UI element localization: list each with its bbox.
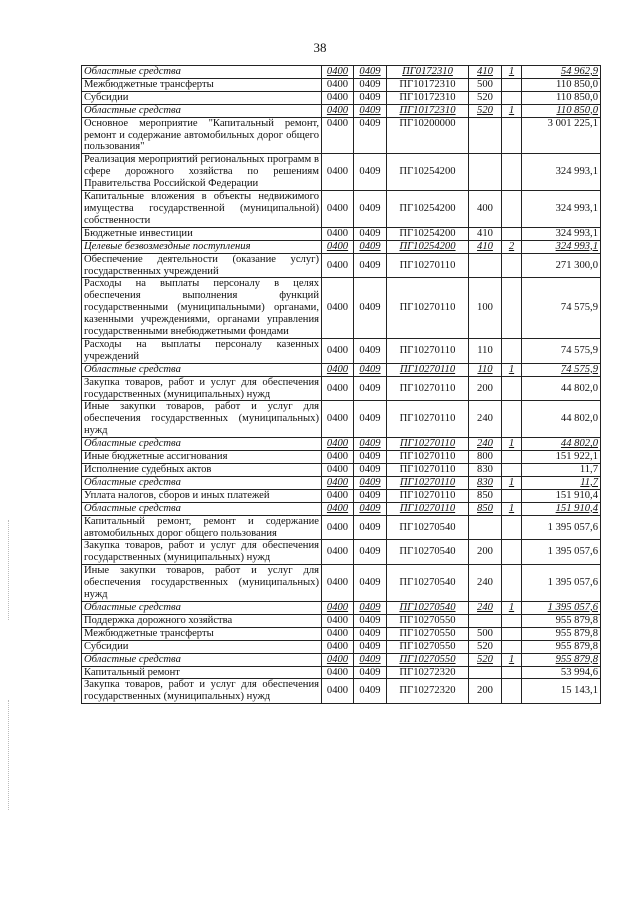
target-article-code-cell: ПГ10270110 <box>387 278 469 339</box>
section-code-cell: 0400 <box>322 78 354 91</box>
expense-type-code-cell: 520 <box>469 104 502 117</box>
funding-source-code-cell: 1 <box>502 363 522 376</box>
target-article-code-cell: ПГ10172310 <box>387 91 469 104</box>
funding-source-code-cell <box>502 253 522 278</box>
subsection-code-cell: 0409 <box>354 540 387 565</box>
expense-type-code-cell: 500 <box>469 78 502 91</box>
expense-type-code-cell: 200 <box>469 376 502 401</box>
amount-cell: 1 395 057,6 <box>522 565 601 602</box>
target-article-code-cell: ПГ10270540 <box>387 601 469 614</box>
funding-source-code-cell: 1 <box>502 438 522 451</box>
row-name-cell: Капитальный ремонт, ремонт и содержание автомобильных дорог общего пользования <box>82 515 322 540</box>
funding-source-code-cell <box>502 78 522 91</box>
row-name-cell: Субсидии <box>82 640 322 653</box>
expense-type-code-cell: 830 <box>469 476 502 489</box>
table-row <box>82 278 601 339</box>
subsection-code-cell: 0409 <box>354 338 387 363</box>
table-body <box>82 66 601 704</box>
expense-type-code-cell: 110 <box>469 363 502 376</box>
target-article-code-cell: ПГ10270110 <box>387 338 469 363</box>
section-code-cell: 0400 <box>322 338 354 363</box>
amount-cell: 110 850,0 <box>522 78 601 91</box>
row-name-cell: Капитальный ремонт <box>82 666 322 679</box>
amount-cell: 54 962,9 <box>522 66 601 79</box>
row-name-cell: Субсидии <box>82 91 322 104</box>
expense-type-code-cell <box>469 253 502 278</box>
subsection-code-cell: 0409 <box>354 154 387 191</box>
section-code-cell: 0400 <box>322 376 354 401</box>
table-row <box>82 515 601 540</box>
section-code-cell: 0400 <box>322 666 354 679</box>
target-article-code-cell: ПГ10270110 <box>387 502 469 515</box>
amount-cell: 324 993,1 <box>522 191 601 228</box>
expense-type-code-cell: 520 <box>469 640 502 653</box>
binding-margin-mark <box>8 520 9 620</box>
section-code-cell: 0400 <box>322 104 354 117</box>
row-name-cell: Исполнение судебных актов <box>82 464 322 477</box>
table-row <box>82 154 601 191</box>
funding-source-code-cell <box>502 376 522 401</box>
funding-source-code-cell <box>502 91 522 104</box>
subsection-code-cell: 0409 <box>354 376 387 401</box>
target-article-code-cell: ПГ10254200 <box>387 240 469 253</box>
target-article-code-cell: ПГ10270110 <box>387 489 469 502</box>
amount-cell: 44 802,0 <box>522 376 601 401</box>
funding-source-code-cell <box>502 191 522 228</box>
funding-source-code-cell: 1 <box>502 653 522 666</box>
subsection-code-cell: 0409 <box>354 640 387 653</box>
section-code-cell: 0400 <box>322 614 354 627</box>
funding-source-code-cell <box>502 464 522 477</box>
table-row <box>82 191 601 228</box>
target-article-code-cell: ПГ10270550 <box>387 627 469 640</box>
budget-table <box>81 65 601 704</box>
target-article-code-cell: ПГ10270110 <box>387 401 469 438</box>
target-article-code-cell: ПГ10270110 <box>387 451 469 464</box>
subsection-code-cell: 0409 <box>354 104 387 117</box>
expense-type-code-cell <box>469 666 502 679</box>
row-name-cell: Областные средства <box>82 601 322 614</box>
table-row <box>82 502 601 515</box>
section-code-cell: 0400 <box>322 540 354 565</box>
subsection-code-cell: 0409 <box>354 666 387 679</box>
target-article-code-cell: ПГ10272320 <box>387 666 469 679</box>
table-row <box>82 117 601 154</box>
section-code-cell: 0400 <box>322 438 354 451</box>
expense-type-code-cell: 500 <box>469 627 502 640</box>
target-article-code-cell: ПГ10254200 <box>387 191 469 228</box>
funding-source-code-cell: 1 <box>502 104 522 117</box>
amount-cell: 74 575,9 <box>522 278 601 339</box>
amount-cell: 3 001 225,1 <box>522 117 601 154</box>
target-article-code-cell: ПГ10270550 <box>387 653 469 666</box>
target-article-code-cell: ПГ10270550 <box>387 640 469 653</box>
expense-type-code-cell <box>469 515 502 540</box>
target-article-code-cell: ПГ10272320 <box>387 679 469 704</box>
target-article-code-cell: ПГ10270110 <box>387 253 469 278</box>
funding-source-code-cell <box>502 278 522 339</box>
section-code-cell: 0400 <box>322 627 354 640</box>
funding-source-code-cell <box>502 565 522 602</box>
subsection-code-cell: 0409 <box>354 227 387 240</box>
table-row <box>82 464 601 477</box>
section-code-cell: 0400 <box>322 464 354 477</box>
row-name-cell: Областные средства <box>82 363 322 376</box>
funding-source-code-cell: 1 <box>502 66 522 79</box>
section-code-cell: 0400 <box>322 451 354 464</box>
amount-cell: 1 395 057,6 <box>522 540 601 565</box>
expense-type-code-cell: 200 <box>469 679 502 704</box>
target-article-code-cell: ПГ10270110 <box>387 376 469 401</box>
section-code-cell: 0400 <box>322 565 354 602</box>
subsection-code-cell: 0409 <box>354 476 387 489</box>
funding-source-code-cell: 2 <box>502 240 522 253</box>
expense-type-code-cell: 800 <box>469 451 502 464</box>
table-row <box>82 540 601 565</box>
amount-cell: 324 993,1 <box>522 227 601 240</box>
subsection-code-cell: 0409 <box>354 91 387 104</box>
section-code-cell: 0400 <box>322 154 354 191</box>
table-row <box>82 66 601 79</box>
target-article-code-cell: ПГ10270110 <box>387 476 469 489</box>
section-code-cell: 0400 <box>322 502 354 515</box>
funding-source-code-cell: 1 <box>502 476 522 489</box>
row-name-cell: Капитальные вложения в объекты недвижимого имущества государственной (муниципальной) собственности <box>82 191 322 228</box>
expense-type-code-cell: 520 <box>469 91 502 104</box>
expense-type-code-cell: 410 <box>469 66 502 79</box>
row-name-cell: Целевые безвозмездные поступления <box>82 240 322 253</box>
expense-type-code-cell: 400 <box>469 191 502 228</box>
funding-source-code-cell <box>502 515 522 540</box>
expense-type-code-cell: 110 <box>469 338 502 363</box>
funding-source-code-cell <box>502 679 522 704</box>
expense-type-code-cell: 100 <box>469 278 502 339</box>
section-code-cell: 0400 <box>322 401 354 438</box>
amount-cell: 110 850,0 <box>522 91 601 104</box>
section-code-cell: 0400 <box>322 227 354 240</box>
subsection-code-cell: 0409 <box>354 191 387 228</box>
table-row <box>82 489 601 502</box>
funding-source-code-cell <box>502 540 522 565</box>
table-row <box>82 338 601 363</box>
section-code-cell: 0400 <box>322 240 354 253</box>
expense-type-code-cell: 850 <box>469 502 502 515</box>
amount-cell: 15 143,1 <box>522 679 601 704</box>
amount-cell: 1 395 057,6 <box>522 515 601 540</box>
subsection-code-cell: 0409 <box>354 78 387 91</box>
section-code-cell: 0400 <box>322 191 354 228</box>
table-row <box>82 653 601 666</box>
table-row <box>82 451 601 464</box>
target-article-code-cell: ПГ10254200 <box>387 154 469 191</box>
row-name-cell: Областные средства <box>82 476 322 489</box>
funding-source-code-cell <box>502 489 522 502</box>
amount-cell: 11,7 <box>522 476 601 489</box>
row-name-cell: Областные средства <box>82 104 322 117</box>
row-name-cell: Обеспечение деятельности (оказание услуг) государственных учреждений <box>82 253 322 278</box>
table-row <box>82 240 601 253</box>
target-article-code-cell: ПГ10270540 <box>387 565 469 602</box>
subsection-code-cell: 0409 <box>354 653 387 666</box>
expense-type-code-cell: 520 <box>469 653 502 666</box>
amount-cell: 74 575,9 <box>522 363 601 376</box>
row-name-cell: Областные средства <box>82 438 322 451</box>
subsection-code-cell: 0409 <box>354 363 387 376</box>
funding-source-code-cell <box>502 154 522 191</box>
amount-cell: 151 910,4 <box>522 489 601 502</box>
section-code-cell: 0400 <box>322 476 354 489</box>
table-row <box>82 104 601 117</box>
row-name-cell: Поддержка дорожного хозяйства <box>82 614 322 627</box>
target-article-code-cell: ПГ10254200 <box>387 227 469 240</box>
subsection-code-cell: 0409 <box>354 565 387 602</box>
subsection-code-cell: 0409 <box>354 253 387 278</box>
subsection-code-cell: 0409 <box>354 489 387 502</box>
row-name-cell: Реализация мероприятий региональных программ в сфере дорожного хозяйства по решениям Правительства Российской Федерации <box>82 154 322 191</box>
expense-type-code-cell: 830 <box>469 464 502 477</box>
amount-cell: 44 802,0 <box>522 401 601 438</box>
expense-type-code-cell: 240 <box>469 565 502 602</box>
page-number: 38 <box>313 40 327 55</box>
funding-source-code-cell <box>502 451 522 464</box>
row-name-cell: Закупка товаров, работ и услуг для обеспечения государственных (муниципальных) нужд <box>82 679 322 704</box>
expense-type-code-cell: 240 <box>469 438 502 451</box>
section-code-cell: 0400 <box>322 253 354 278</box>
funding-source-code-cell: 1 <box>502 502 522 515</box>
subsection-code-cell: 0409 <box>354 464 387 477</box>
subsection-code-cell: 0409 <box>354 66 387 79</box>
target-article-code-cell: ПГ10270550 <box>387 614 469 627</box>
section-code-cell: 0400 <box>322 679 354 704</box>
expense-type-code-cell <box>469 614 502 627</box>
amount-cell: 955 879,8 <box>522 627 601 640</box>
subsection-code-cell: 0409 <box>354 438 387 451</box>
table-row <box>82 627 601 640</box>
table-row <box>82 253 601 278</box>
subsection-code-cell: 0409 <box>354 679 387 704</box>
funding-source-code-cell <box>502 640 522 653</box>
table-row <box>82 614 601 627</box>
amount-cell: 324 993,1 <box>522 240 601 253</box>
row-name-cell: Расходы на выплаты персоналу казенных учреждений <box>82 338 322 363</box>
amount-cell: 110 850,0 <box>522 104 601 117</box>
subsection-code-cell: 0409 <box>354 451 387 464</box>
subsection-code-cell: 0409 <box>354 515 387 540</box>
table-row <box>82 78 601 91</box>
table-row <box>82 565 601 602</box>
funding-source-code-cell <box>502 227 522 240</box>
subsection-code-cell: 0409 <box>354 614 387 627</box>
amount-cell: 955 879,8 <box>522 614 601 627</box>
target-article-code-cell: ПГ10270540 <box>387 540 469 565</box>
table-row <box>82 666 601 679</box>
section-code-cell: 0400 <box>322 363 354 376</box>
target-article-code-cell: ПГ10200000 <box>387 117 469 154</box>
amount-cell: 271 300,0 <box>522 253 601 278</box>
funding-source-code-cell <box>502 338 522 363</box>
row-name-cell: Иные закупки товаров, работ и услуг для обеспечения государственных (муниципальных) нужд <box>82 401 322 438</box>
amount-cell: 151 922,1 <box>522 451 601 464</box>
section-code-cell: 0400 <box>322 653 354 666</box>
row-name-cell: Межбюджетные трансферты <box>82 627 322 640</box>
amount-cell: 74 575,9 <box>522 338 601 363</box>
table-row <box>82 438 601 451</box>
target-article-code-cell: ПГ0172310 <box>387 66 469 79</box>
funding-source-code-cell <box>502 117 522 154</box>
amount-cell: 44 802,0 <box>522 438 601 451</box>
funding-source-code-cell <box>502 627 522 640</box>
section-code-cell: 0400 <box>322 601 354 614</box>
table-row <box>82 363 601 376</box>
subsection-code-cell: 0409 <box>354 117 387 154</box>
table-row <box>82 601 601 614</box>
amount-cell: 324 993,1 <box>522 154 601 191</box>
funding-source-code-cell <box>502 666 522 679</box>
table-row <box>82 227 601 240</box>
row-name-cell: Закупка товаров, работ и услуг для обеспечения государственных (муниципальных) нужд <box>82 540 322 565</box>
table-row <box>82 679 601 704</box>
subsection-code-cell: 0409 <box>354 240 387 253</box>
row-name-cell: Бюджетные инвестиции <box>82 227 322 240</box>
section-code-cell: 0400 <box>322 489 354 502</box>
subsection-code-cell: 0409 <box>354 502 387 515</box>
funding-source-code-cell <box>502 401 522 438</box>
amount-cell: 955 879,8 <box>522 653 601 666</box>
funding-source-code-cell: 1 <box>502 601 522 614</box>
section-code-cell: 0400 <box>322 640 354 653</box>
table-row <box>82 401 601 438</box>
expense-type-code-cell: 200 <box>469 540 502 565</box>
row-name-cell: Иные бюджетные ассигнования <box>82 451 322 464</box>
amount-cell: 955 879,8 <box>522 640 601 653</box>
section-code-cell: 0400 <box>322 91 354 104</box>
row-name-cell: Закупка товаров, работ и услуг для обеспечения государственных (муниципальных) нужд <box>82 376 322 401</box>
amount-cell: 11,7 <box>522 464 601 477</box>
row-name-cell: Межбюджетные трансферты <box>82 78 322 91</box>
row-name-cell: Иные закупки товаров, работ и услуг для обеспечения государственных (муниципальных) нужд <box>82 565 322 602</box>
target-article-code-cell: ПГ10270540 <box>387 515 469 540</box>
amount-cell: 1 395 057,6 <box>522 601 601 614</box>
row-name-cell: Областные средства <box>82 653 322 666</box>
section-code-cell: 0400 <box>322 117 354 154</box>
table-row <box>82 91 601 104</box>
target-article-code-cell: ПГ10270110 <box>387 363 469 376</box>
table-row <box>82 376 601 401</box>
target-article-code-cell: ПГ10270110 <box>387 464 469 477</box>
expense-type-code-cell <box>469 117 502 154</box>
row-name-cell: Расходы на выплаты персоналу в целях обеспечения выполнения функций государственными (муниципальными) органами, казенными учреждениями, органами управления государственными внебюджетными фондами <box>82 278 322 339</box>
amount-cell: 151 910,4 <box>522 502 601 515</box>
expense-type-code-cell: 240 <box>469 401 502 438</box>
row-name-cell: Областные средства <box>82 502 322 515</box>
expense-type-code-cell: 850 <box>469 489 502 502</box>
target-article-code-cell: ПГ10172310 <box>387 78 469 91</box>
row-name-cell: Областные средства <box>82 66 322 79</box>
expense-type-code-cell: 240 <box>469 601 502 614</box>
section-code-cell: 0400 <box>322 66 354 79</box>
section-code-cell: 0400 <box>322 515 354 540</box>
row-name-cell: Уплата налогов, сборов и иных платежей <box>82 489 322 502</box>
table-row <box>82 640 601 653</box>
section-code-cell: 0400 <box>322 278 354 339</box>
target-article-code-cell: ПГ10172310 <box>387 104 469 117</box>
binding-margin-mark <box>8 700 9 810</box>
target-article-code-cell: ПГ10270110 <box>387 438 469 451</box>
expense-type-code-cell <box>469 154 502 191</box>
subsection-code-cell: 0409 <box>354 278 387 339</box>
row-name-cell: Основное мероприятие "Капитальный ремонт, ремонт и содержание автомобильных дорог общего пользования" <box>82 117 322 154</box>
amount-cell: 53 994,6 <box>522 666 601 679</box>
expense-type-code-cell: 410 <box>469 240 502 253</box>
subsection-code-cell: 0409 <box>354 601 387 614</box>
subsection-code-cell: 0409 <box>354 401 387 438</box>
funding-source-code-cell <box>502 614 522 627</box>
expense-type-code-cell: 410 <box>469 227 502 240</box>
table-row <box>82 476 601 489</box>
subsection-code-cell: 0409 <box>354 627 387 640</box>
